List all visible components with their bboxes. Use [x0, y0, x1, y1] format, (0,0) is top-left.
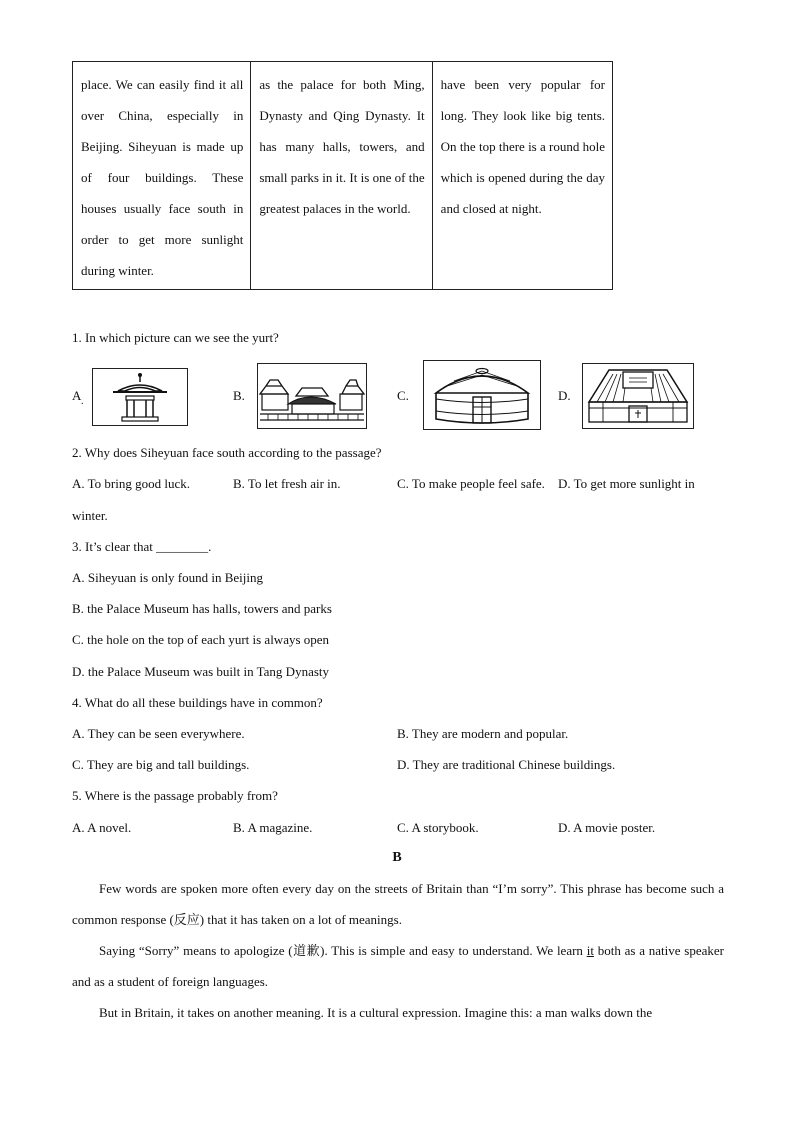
q2-option-d-continuation: winter. — [72, 508, 108, 523]
pavilion-image — [92, 368, 188, 426]
q4-option-c: C. They are big and tall buildings. — [72, 757, 250, 772]
q3-option-c: C. the hole on the top of each yurt is always open — [72, 632, 330, 647]
question-2-stem: 2. Why does Siheyuan face south according to the passage? — [72, 445, 382, 460]
section-b-paragraph-3 — [72, 997, 724, 1028]
question-4-stem: 4. What do all these buildings have in common? — [72, 695, 323, 710]
q3-option-d: D. the Palace Museum was built in Tang Dynasty — [72, 664, 330, 679]
q5-option-d: D. A movie poster. — [558, 820, 656, 835]
q5-option-c: C. A storybook. — [397, 820, 479, 835]
question-1-stem: 1. In which picture can we see the yurt? — [72, 330, 279, 345]
q2-option-d: D. To get more sunlight in — [558, 476, 695, 491]
question-5-stem: 5. Where is the passage probably from? — [72, 788, 278, 803]
section-b-paragraph-1 — [72, 873, 724, 935]
paragraph-2-text-before: Saying “Sorry” means to apologize (道歉). This is simple and easy to understand. We learn — [99, 943, 587, 958]
q4-option-b: B. They are modern and popular. — [397, 726, 569, 741]
paragraph-3-text: But in Britain, it takes on another meaning. It is a cultural expression. Imagine this: a man walks down the — [99, 1005, 653, 1020]
yurt-image — [423, 360, 541, 430]
table-cell-yurt: have been very popular for long. They look like big tents. On the top there is a round hole which is opened during the day and closed at night. — [432, 62, 612, 289]
paragraph-2-text-after: both as a native speaker and as a student of foreign languages. — [72, 943, 724, 989]
paragraph-1-text: Few words are spoken more often every day on the streets of Britain than “I’m sorry”. This phrase has become such a common response (反应) that it has taken on a lot of meanings. — [72, 881, 724, 927]
q1-option-a-label: A — [72, 388, 82, 403]
q5-option-a: A. A novel. — [72, 820, 132, 835]
q1-option-a-dot: . — [81, 396, 84, 407]
section-b-paragraph-2 — [72, 935, 724, 997]
q5-option-b: B. A magazine. — [233, 820, 313, 835]
q3-option-a: A. Siheyuan is only found in Beijing — [72, 570, 264, 585]
q1-option-c-label: C. — [397, 388, 409, 403]
table-cell-siheyuan: place. We can easily find it all over China, especially in Beijing. Siheyuan is made up of four buildings. These houses usually face south in order to get more sunlight during winter. — [81, 77, 244, 278]
q2-option-c: C. To make people feel safe. — [397, 476, 545, 491]
q1-option-d-label: D. — [558, 388, 571, 403]
question-3-stem: 3. It’s clear that ________. — [72, 539, 212, 554]
q3-option-b: B. the Palace Museum has halls, towers and parks — [72, 601, 332, 616]
q4-option-d: D. They are traditional Chinese buildings. — [397, 757, 616, 772]
palace-image — [257, 363, 367, 429]
siheyuan-image — [582, 363, 694, 429]
section-b-heading: B — [392, 850, 402, 865]
buildings-table — [72, 61, 613, 290]
q4-option-a: A. They can be seen everywhere. — [72, 726, 245, 741]
q2-option-b: B. To let fresh air in. — [233, 476, 341, 491]
underlined-word-it: it — [586, 943, 594, 958]
q1-option-b-label: B. — [233, 388, 245, 403]
table-cell-palace-museum: as the palace for both Ming, Dynasty and Qing Dynasty. It has many halls, towers, and small parks in it. It is one of the greatest palaces in the world. — [250, 62, 431, 289]
q2-option-a: A. To bring good luck. — [72, 476, 191, 491]
